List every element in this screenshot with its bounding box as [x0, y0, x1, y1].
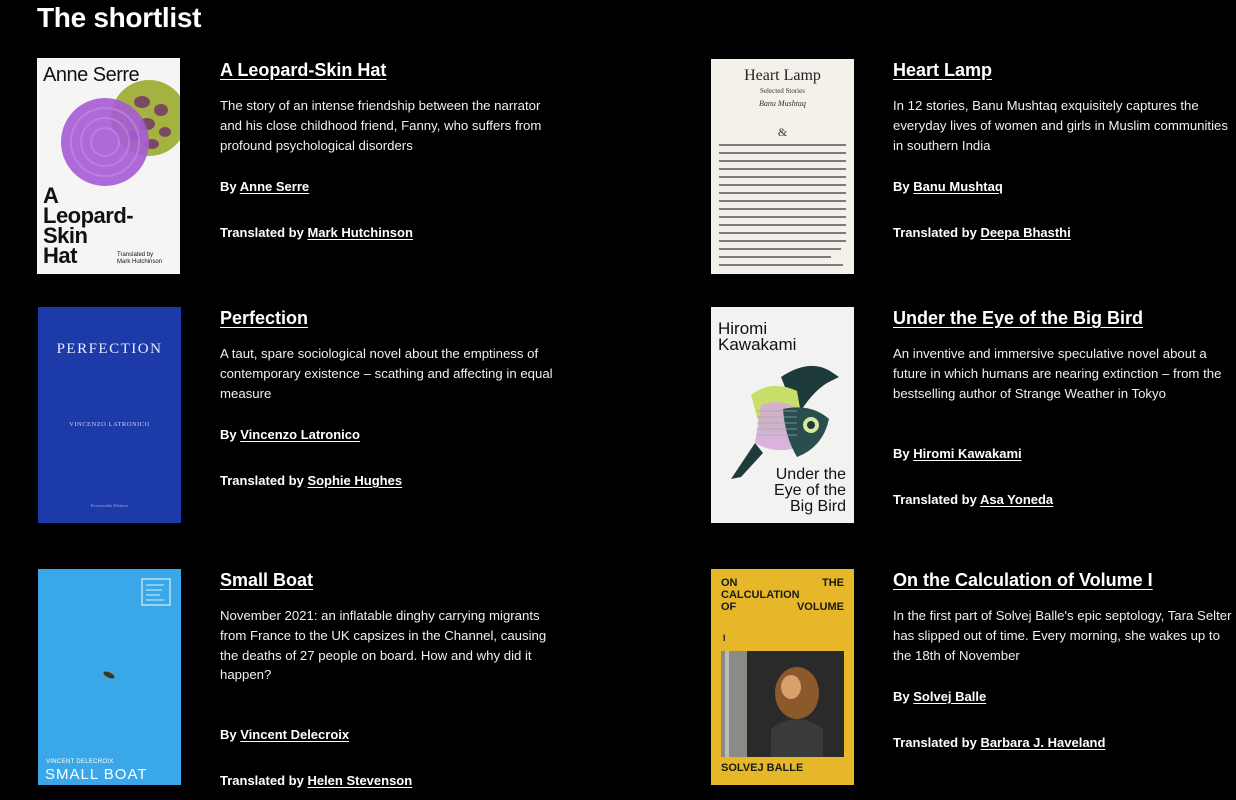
author-credit: [893, 689, 986, 704]
book-description: An inventive and immersive speculative novel about a future in which humans are nearing extinction – from the bestselling author of Strange Weather in Tokyo: [893, 346, 1222, 401]
cover-translator-note: Translated by Mark Hutchinson: [117, 252, 163, 265]
translator-credit: [220, 225, 413, 240]
translated-by-label: Translated by: [220, 773, 304, 788]
by-label: By: [893, 689, 910, 704]
cover-author: Banu Mushtaq: [759, 99, 806, 108]
author-link[interactable]: Anne Serre: [239, 179, 310, 194]
cover-title: SMALL BOAT: [45, 766, 148, 783]
author-link[interactable]: Banu Mushtaq: [913, 179, 1003, 194]
author-credit: [220, 179, 309, 194]
book-entry: [893, 60, 1233, 250]
book-entry: [220, 308, 560, 498]
translated-by-label: Translated by: [220, 225, 304, 240]
by-label: By: [220, 427, 237, 442]
cover-author: Anne Serre: [43, 64, 140, 86]
book-description: November 2021: an inflatable dinghy carrying migrants from France to the UK capsizes in the Channel, causing the deaths of 27 people on board. How and why did it happen?: [220, 608, 547, 683]
translator-link[interactable]: Helen Stevenson: [307, 773, 413, 788]
translator-link[interactable]: Asa Yoneda: [979, 492, 1054, 507]
cover-title: PERFECTION: [56, 341, 163, 357]
book-entry: [220, 570, 560, 795]
by-label: By: [893, 446, 910, 461]
book-title-link[interactable]: Small Boat: [220, 570, 314, 590]
volume-mark: I: [723, 633, 726, 643]
translated-by-label: Translated by: [893, 225, 977, 240]
book-entry: [893, 308, 1233, 518]
translated-by-label: Translated by: [893, 735, 977, 750]
book-description: A taut, spare sociological novel about the emptiness of contemporary existence – scathing and affecting in equal measure: [220, 346, 553, 401]
cover-perfection[interactable]: [38, 307, 181, 523]
translated-by-label: Translated by: [893, 492, 977, 507]
by-label: By: [893, 179, 910, 194]
cover-title: Heart Lamp: [744, 67, 821, 84]
translator-credit: [220, 473, 402, 488]
author-link[interactable]: Vincent Delecroix: [240, 727, 350, 742]
author-link[interactable]: Hiromi Kawakami: [913, 446, 1022, 461]
book-title-link[interactable]: Heart Lamp: [893, 60, 993, 80]
book-description: The story of an intense friendship between the narrator and his close childhood friend, Fanny, who suffers from profound psychological disorders: [220, 98, 542, 153]
author-link[interactable]: Solvej Balle: [913, 689, 987, 704]
translated-by-label: Translated by: [220, 473, 304, 488]
cover-on-the-calculation-of-volume[interactable]: [711, 569, 854, 785]
cover-author: SOLVEJ BALLE: [721, 762, 804, 774]
author-credit: [893, 446, 1022, 461]
author-credit: [220, 727, 349, 742]
cover-title: ON THE CALCULATION OF VOLUME: [721, 577, 844, 613]
book-title-link[interactable]: Perfection: [220, 308, 309, 328]
book-title-link[interactable]: On the Calculation of Volume I: [893, 570, 1153, 590]
cover-small-boat[interactable]: [38, 569, 181, 785]
cover-subtitle: Selected Stories: [760, 87, 805, 95]
cover-publisher: Fitzcarraldo Editions: [90, 503, 129, 508]
cover-author: VINCENT DELECROIX: [46, 759, 114, 765]
translator-credit: [893, 492, 1053, 507]
book-title-link[interactable]: Under the Eye of the Big Bird: [893, 308, 1144, 328]
cover-title: Under the Eye of the Big Bird: [773, 466, 846, 515]
boat-illustration: [38, 569, 181, 785]
cover-under-the-eye-of-the-big-bird[interactable]: [711, 307, 854, 523]
author-credit: [893, 179, 1003, 194]
translator-credit: [893, 225, 1071, 240]
cover-author: VINCENZO LATRONICO: [69, 421, 150, 428]
book-title-link[interactable]: A Leopard-Skin Hat: [220, 60, 387, 80]
translator-link[interactable]: Barbara J. Haveland: [980, 735, 1106, 750]
translator-link[interactable]: Mark Hutchinson: [307, 225, 413, 240]
book-description: In the first part of Solvej Balle's epic septology, Tara Selter has slipped out of time. Every morning, she wakes up to the 18th of November: [893, 608, 1232, 663]
author-credit: [220, 427, 360, 442]
translator-credit: [893, 735, 1105, 750]
cover-a-leopard-skin-hat[interactable]: [37, 58, 180, 274]
book-entry: [893, 570, 1233, 760]
cover-photo: [711, 569, 854, 785]
translator-link[interactable]: Sophie Hughes: [307, 473, 403, 488]
cover-ampersand: &: [777, 125, 788, 139]
translator-credit: [220, 773, 412, 788]
by-label: By: [220, 179, 237, 194]
author-link[interactable]: Vincenzo Latronico: [240, 427, 360, 442]
cover-title: A Leopard- Skin Hat: [43, 183, 134, 268]
cover-text-block: [711, 59, 854, 274]
book-description: In 12 stories, Banu Mushtaq exquisitely captures the everyday lives of women and girls in Muslim communities in southern India: [893, 98, 1228, 153]
book-entry: [220, 60, 560, 250]
cover-author: Hiromi Kawakami: [718, 319, 797, 354]
by-label: By: [220, 727, 237, 742]
page-title: The shortlist: [37, 2, 202, 33]
cover-heart-lamp[interactable]: [711, 59, 854, 274]
translator-link[interactable]: Deepa Bhasthi: [980, 225, 1071, 240]
